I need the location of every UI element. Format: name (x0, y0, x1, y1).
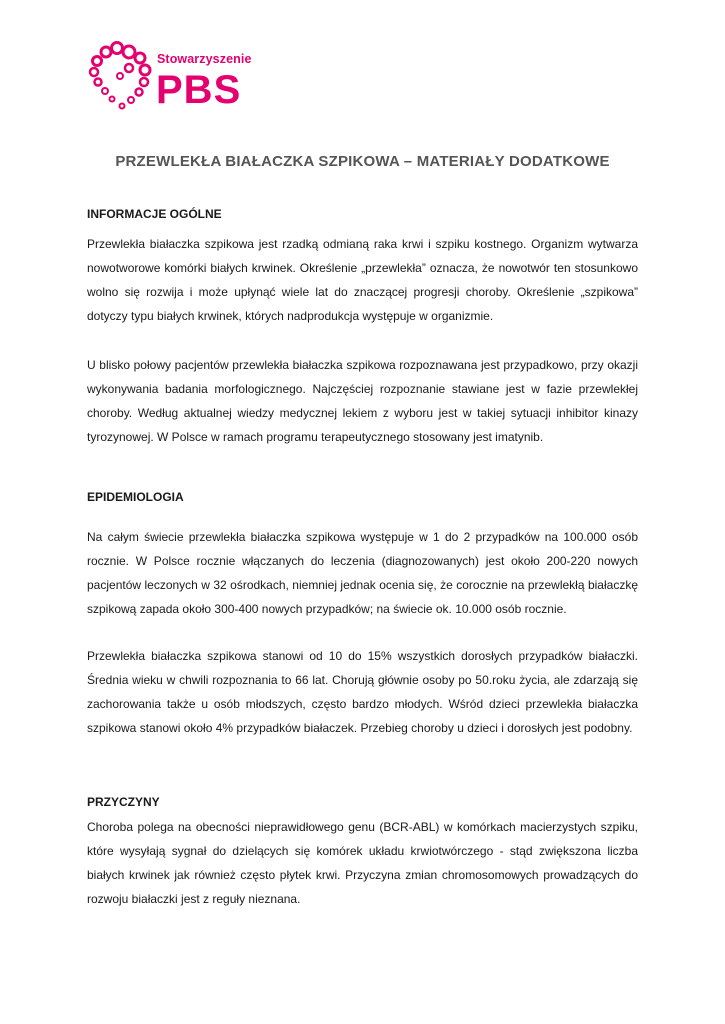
paragraph-general-2: U blisko połowy pacjentów przewlekła białaczka szpikowa rozpoznawana jest przypadkowo, przy okazji wykonywania badania morfologicznego. Najczęściej rozpoznanie stawiane jest w fazie przewlekłej choroby. Według aktualnej wiedzy medycznej lekiem z wyboru jest w takiej sytuacji inhibitor kinazy tyrozynowej. W Polsce w ramach programu terapeutycznego stosowany jest imatynib. (87, 358, 638, 444)
section-heading-causes: PRZYCZYNY (87, 795, 160, 809)
logo-circles-icon (84, 40, 156, 120)
logo-acronym: PBS (156, 68, 242, 112)
logo-org-name: Stowarzyszenie (157, 52, 252, 66)
paragraph-epidemiology-1: Na całym świecie przewlekła białaczka szpikowa występuje w 1 do 2 przypadków na 100.000 osób rocznie. W Polsce rocznie włączanych do leczenia (diagnozowanych) jest około 200-220 nowych pacjentów leczonych w 32 ośrodkach, niemniej jednak ocenia się, że corocznie na przewlekłą białaczkę szpikową zapada około 300-400 nowych przypadków; na świecie ok. 10.000 osób rocznie. (87, 530, 638, 616)
document-title: PRZEWLEKŁA BIAŁACZKA SZPIKOWA – MATERIAŁY DODATKOWE (115, 153, 610, 170)
paragraph-general-1: Przewlekła białaczka szpikowa jest rzadką odmianą raka krwi i szpiku kostnego. Organizm wytwarza nowotworowe komórki białych krwinek. Określenie „przewlekła” oznacza, że nowotwór ten stosunkowo wolno się rozwija i może upłynąć wiele lat do znaczącej progresji choroby. Określenie „szpikowa” dotyczy typu białych krwinek, których nadprodukcja występuje w organizmie. (87, 237, 638, 323)
section-heading-general: INFORMACJE OGÓLNE (87, 207, 222, 221)
paragraph-causes-1: Choroba polega na obecności nieprawidłowego genu (BCR-ABL) w komórkach macierzystych szpiku, które wysyłają sygnał do dzielących się komórek układu krwiotwórczego - stąd zwiększona liczba białych krwinek jak również często płytek krwi. Przyczyna zmian chromosomowych prowadzących do rozwoju białaczki jest z reguły nieznana. (87, 820, 638, 906)
paragraph-epidemiology-2: Przewlekła białaczka szpikowa stanowi od 10 do 15% wszystkich dorosłych przypadków białaczki. Średnia wieku w chwili rozpoznania to 66 lat. Chorują głównie osoby po 50.roku życia, ale zdarzają się zachorowania także u osób młodszych, często bardzo młodych. Wśród dzieci przewlekła białaczka szpikowa stanowi około 4% przypadków białaczek. Przebieg choroby u dzieci i dorosłych jest podobny. (87, 649, 638, 735)
section-heading-epidemiology: EPIDEMIOLOGIA (87, 490, 184, 504)
pbs-logo (84, 40, 254, 120)
